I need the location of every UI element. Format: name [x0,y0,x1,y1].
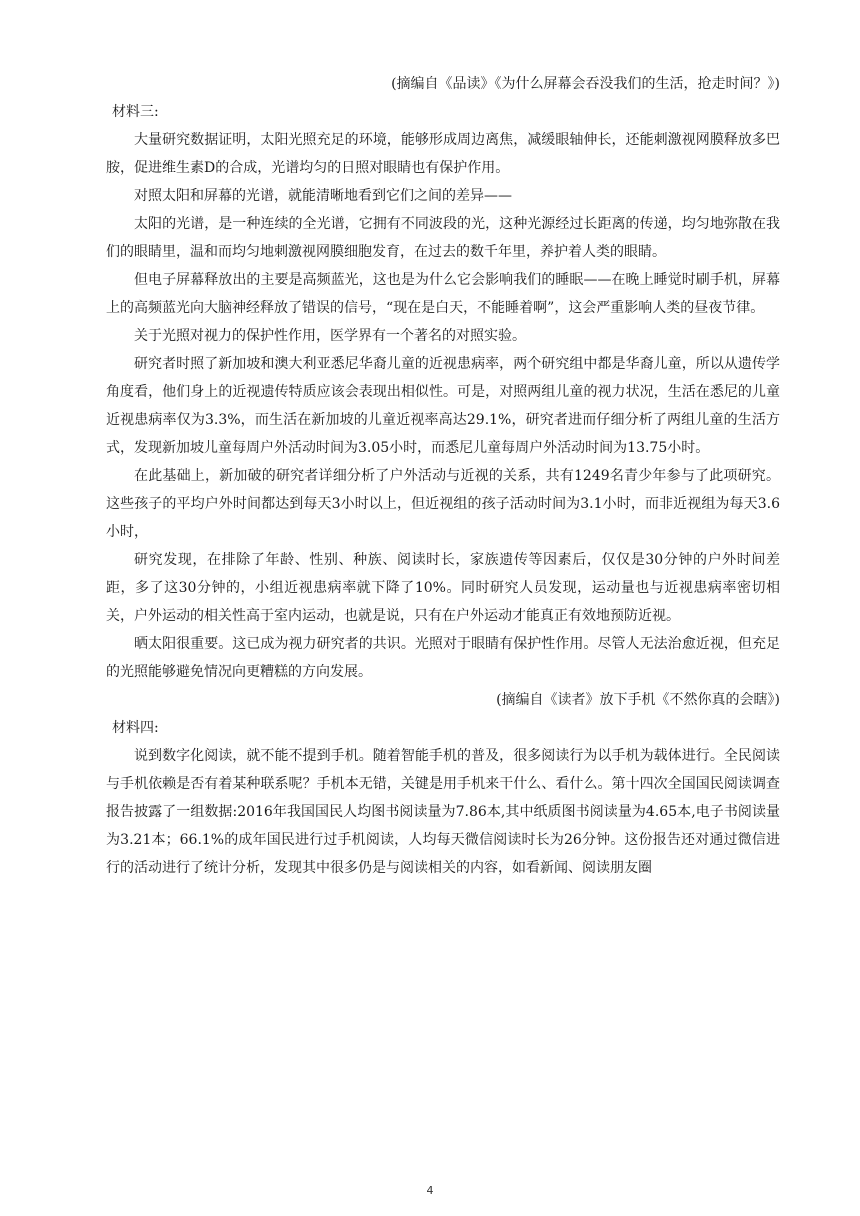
page-number: 4 [426,1184,434,1197]
paragraph: 晒太阳很重要。这已成为视力研究者的共识。光照对于眼睛有保护性作用。尽管人无法治愈近视，但充足的光照能够避免情况向更糟糕的方向发展。 [106,636,780,680]
source-citation: (摘编自《读者》放下手机《不然你真的会瞎》) [496,692,780,708]
section-heading: 材料三: [112,104,159,120]
paragraph: 大量研究数据证明，太阳光照充足的环境，能够形成周边离焦，减缓眼轴伸长，还能刺激视网膜释放多巴胺，促进维生素D的合成，光谱均匀的日照对眼睛也有保护作用。 [106,132,780,176]
source-citation: (摘编自《品读》《为什么屏幕会吞没我们的生活，抢走时间？》) [391,76,780,92]
paragraph: 研究发现，在排除了年龄、性别、种族、阅读时长，家族遗传等因素后，仅仅是30分钟的户外时间差距，多了这30分钟的，小组近视患病率就下降了10%。同时研究人员发现，运动量也与近视患病率密切相关，户外运动的相关性高于室内运动，也就是说，只有在户外运动才能真正有效地预防近视。 [106,552,780,624]
paragraph: 在此基础上，新加破的研究者详细分析了户外活动与近视的关系，共有1249名青少年参与了此项研究。这些孩子的平均户外时间都达到每天3小时以上，但近视组的孩子活动时间为3.1小时，而非近视组为每天3.6小时， [106,468,780,540]
paragraph: 说到数字化阅读，就不能不提到手机。随着智能手机的普及，很多阅读行为以手机为载体进行。全民阅读与手机依赖是否有着某种联系呢？手机本无错，关键是用手机来干什么、看什么。第十四次全国国民阅读调查报告披露了一组数据:2016年我国国民人均图书阅读量为7.86本,其中纸质图书阅读量为4.65本,电子书阅读量为3.21本；66.1%的成年国民进行过手机阅读，人均每天微信阅读时长为26分钟。这份报告还对通过微信进行的活动进行了统计分析，发现其中很多仍是与阅读相关的内容，如看新闻、阅读朋友圈 [106,748,780,876]
paragraph: 太阳的光谱，是一种连续的全光谱，它拥有不同波段的光，这种光源经过长距离的传递，均匀地弥散在我们的眼睛里，温和而均匀地刺激视网膜细胞发育，在过去的数千年里，养护着人类的眼睛。 [106,216,780,260]
paragraph: 对照太阳和屏幕的光谱，就能清晰地看到它们之间的差异—— [134,188,512,204]
document-body [106,70,780,882]
section-heading: 材料四: [112,720,159,736]
paragraph: 研究者时照了新加坡和澳大利亚悉尼华裔儿童的近视患病率，两个研究组中都是华裔儿童，所以从遗传学角度看，他们身上的近视遗传特质应该会表现出相似性。可是，对照两组儿童的视力状况，生活在悉尼的儿童近视患病率仅为3.3%，而生活在新加坡的儿童近视率高达29.1%，研究者进而仔细分析了两组儿童的生活方式，发现新加坡儿童每周户外活动时间为3.05小时，而悉尼儿童每周户外活动时间为13.75小时。 [106,356,780,456]
paragraph: 但电子屏幕释放出的主要是高频蓝光，这也是为什么它会影响我们的睡眠——在晚上睡觉时刷手机，屏幕上的高频蓝光向大脑神经释放了错误的信号，“现在是白天，不能睡着啊”，这会严重影响人类的昼夜节律。 [106,272,780,316]
paragraph: 关于光照对视力的保护性作用，医学界有一个著名的对照实验。 [134,328,526,344]
